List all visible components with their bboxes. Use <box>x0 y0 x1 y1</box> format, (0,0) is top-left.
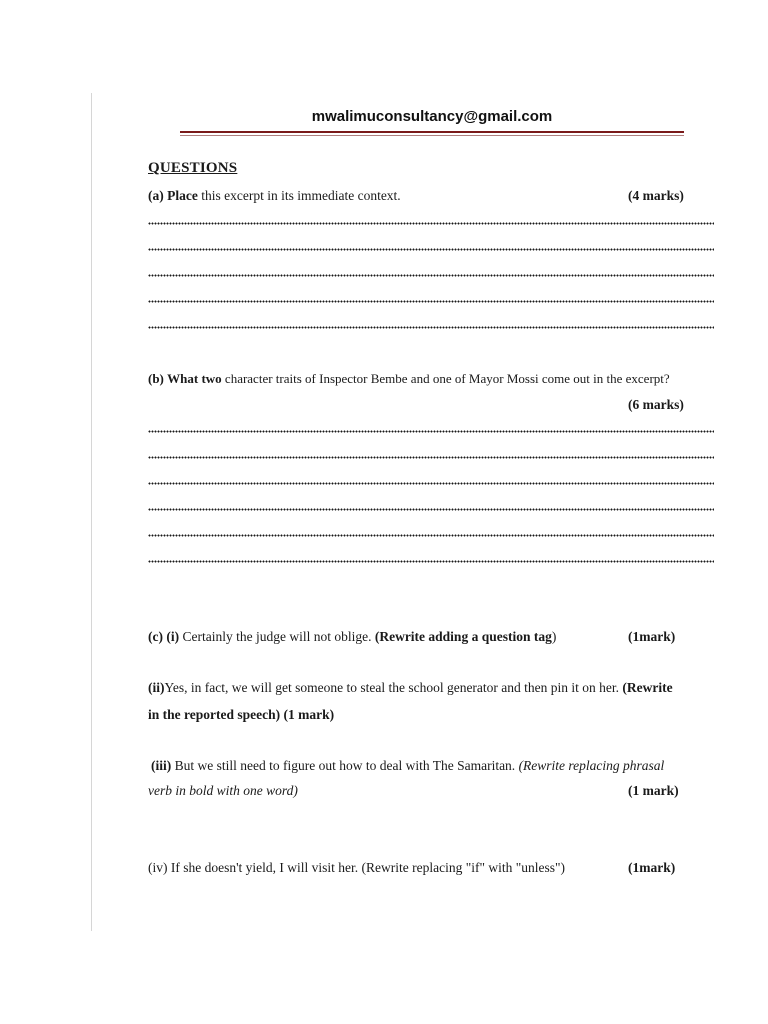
question-c-i-instruction-close: ) <box>551 629 557 644</box>
question-ii-instruction: (Rewrite <box>622 680 673 695</box>
question-iii <box>151 758 664 774</box>
question-a-text: this excerpt in its immediate context. <box>197 188 401 203</box>
question-ii-instruction-cont: in the reported speech) (1 mark) <box>148 707 335 722</box>
header-rule <box>180 131 684 133</box>
question-iv <box>148 860 565 876</box>
answer-line <box>148 430 714 433</box>
answer-line <box>148 508 714 511</box>
question-ii-text: Yes, in fact, we will get someone to steal the school generator and then pin it on her. <box>164 680 623 695</box>
question-c-i <box>148 629 556 645</box>
question-a-label: (a) <box>148 188 164 203</box>
question-ii-label: (ii) <box>148 680 165 695</box>
question-b-marks: (6 marks) <box>628 397 684 412</box>
question-iii-label: (iii) <box>151 758 172 773</box>
question-c-i-instruction: (Rewrite adding a question tag <box>374 629 552 644</box>
answer-line <box>148 248 714 251</box>
page-margin-line <box>91 93 92 931</box>
question-a <box>148 188 401 204</box>
question-b-text: character traits of Inspector Bembe and one of Mayor Mossi come out in the excerpt? <box>221 371 670 386</box>
question-b-label: (b) <box>148 371 164 386</box>
answer-line <box>148 560 714 563</box>
header-rule-secondary <box>180 135 684 136</box>
question-iii-text: But we still need to figure out how to deal with The Samaritan. <box>171 758 519 773</box>
answer-line <box>148 274 714 277</box>
question-ii-continuation <box>148 707 334 723</box>
answer-line <box>148 300 714 303</box>
header-email: mwalimuconsultancy@gmail.com <box>311 108 553 125</box>
answer-line <box>148 326 714 329</box>
answer-line <box>148 482 714 485</box>
question-c-i-text: Certainly the judge will not oblige. <box>179 629 375 644</box>
question-iv-text: If she doesn't yield, I will visit her. (Rewrite replacing "if" with "unless") <box>167 860 566 875</box>
question-a-marks: (4 marks) <box>628 188 684 203</box>
question-iii-marks: (1 mark) <box>628 783 679 798</box>
question-b <box>148 371 670 387</box>
question-iii-continuation: verb in bold with one word) <box>148 783 298 798</box>
answer-line <box>148 222 714 225</box>
question-a-bold-lead: Place <box>167 188 198 203</box>
question-b-bold-lead: What two <box>167 371 222 386</box>
questions-heading: QUESTIONS <box>148 160 238 176</box>
answer-line <box>148 534 714 537</box>
question-c-i-label: (c) (i) <box>148 629 180 644</box>
question-ii <box>148 680 673 696</box>
question-iii-instruction: (Rewrite replacing phrasal <box>518 758 665 773</box>
question-iv-label: (iv) <box>148 860 168 875</box>
answer-line <box>148 456 714 459</box>
question-iv-marks: (1mark) <box>628 860 676 875</box>
question-c-i-marks: (1mark) <box>628 629 676 644</box>
